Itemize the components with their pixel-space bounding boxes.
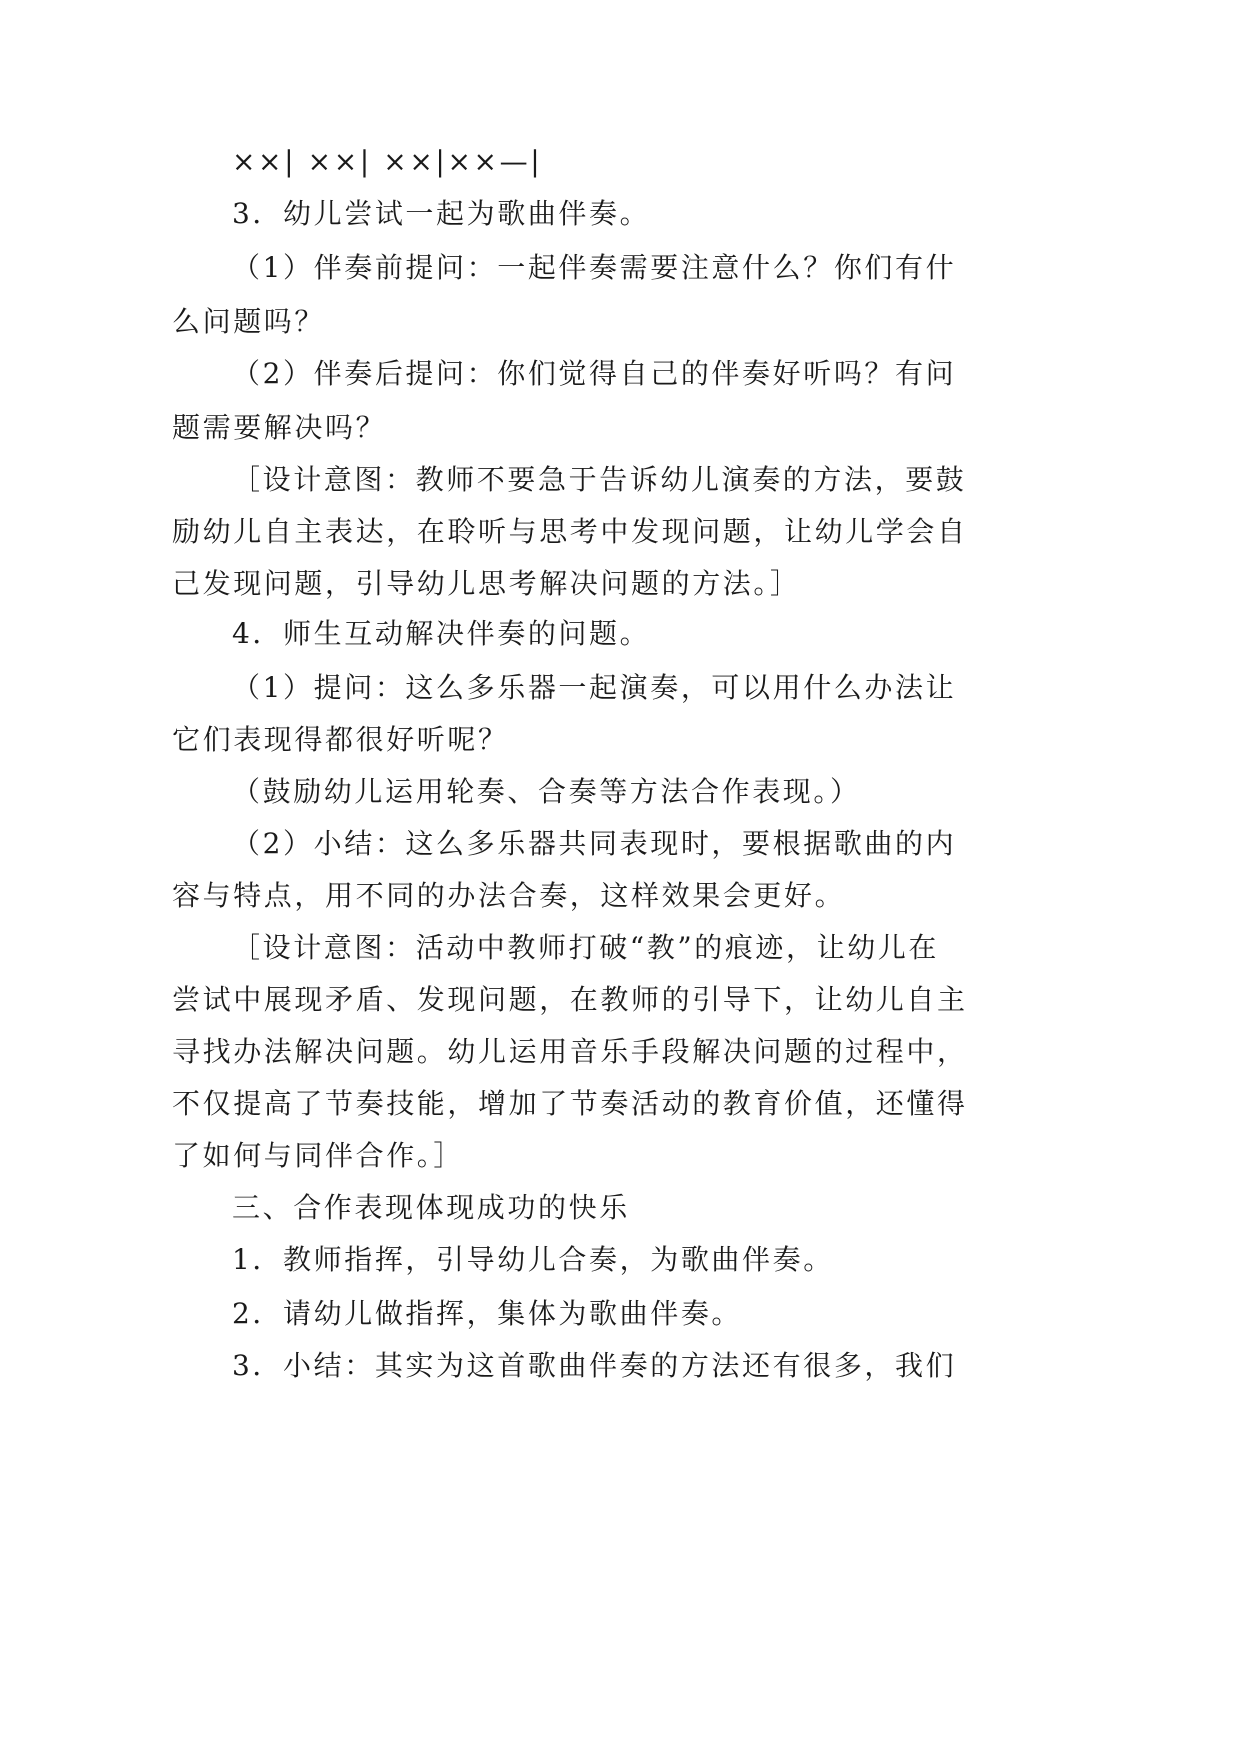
text-line: 它们表现得都很好听呢？ xyxy=(172,723,509,756)
text-line: 1．教师指挥，引导幼儿合奏，为歌曲伴奏。 xyxy=(232,1243,834,1276)
text-line: 题需要解决吗？ xyxy=(172,411,387,444)
text-line: 3．幼儿尝试一起为歌曲伴奏。 xyxy=(232,197,651,230)
text-line: 寻找办法解决问题。幼儿运用音乐手段解决问题的过程中， xyxy=(172,1035,968,1068)
text-line: 不仅提高了节奏技能，增加了节奏活动的教育价值，还懂得 xyxy=(172,1087,968,1120)
text-line: （1）提问：这么多乐器一起演奏，可以用什么办法让 xyxy=(232,671,957,704)
text-line: 3．小结：其实为这首歌曲伴奏的方法还有很多，我们 xyxy=(232,1349,957,1382)
text-line: ［设计意图：教师不要急于告诉幼儿演奏的方法，要鼓 xyxy=(232,463,967,496)
text-line: 尝试中展现矛盾、发现问题，在教师的引导下，让幼儿自主 xyxy=(172,983,968,1016)
text-line: 容与特点，用不同的办法合奏，这样效果会更好。 xyxy=(172,879,846,912)
text-line: 么问题吗？ xyxy=(172,305,326,338)
text-line: （1）伴奏前提问：一起伴奏需要注意什么？你们有什 xyxy=(232,251,957,284)
text-line: 2．请幼儿做指挥，集体为歌曲伴奏。 xyxy=(232,1297,743,1330)
text-line: 了如何与同伴合作。］ xyxy=(172,1139,465,1172)
text-line: ［设计意图：活动中教师打破“教”的痕迹，让幼儿在 xyxy=(232,931,940,964)
text-line: （2）小结：这么多乐器共同表现时，要根据歌曲的内 xyxy=(232,827,957,860)
text-line: （鼓励幼儿运用轮奏、合奏等方法合作表现。） xyxy=(232,775,861,808)
rhythm-notation-line: ××| ××| ××|××—| xyxy=(232,145,543,178)
text-line: 己发现问题，引导幼儿思考解决问题的方法。］ xyxy=(172,567,801,600)
text-line: 励幼儿自主表达，在聆听与思考中发现问题，让幼儿学会自 xyxy=(172,515,968,548)
text-line: （2）伴奏后提问：你们觉得自己的伴奏好听吗？有问 xyxy=(232,357,957,390)
text-line: 4．师生互动解决伴奏的问题。 xyxy=(232,617,651,650)
section-heading: 三、合作表现体现成功的快乐 xyxy=(232,1191,630,1224)
